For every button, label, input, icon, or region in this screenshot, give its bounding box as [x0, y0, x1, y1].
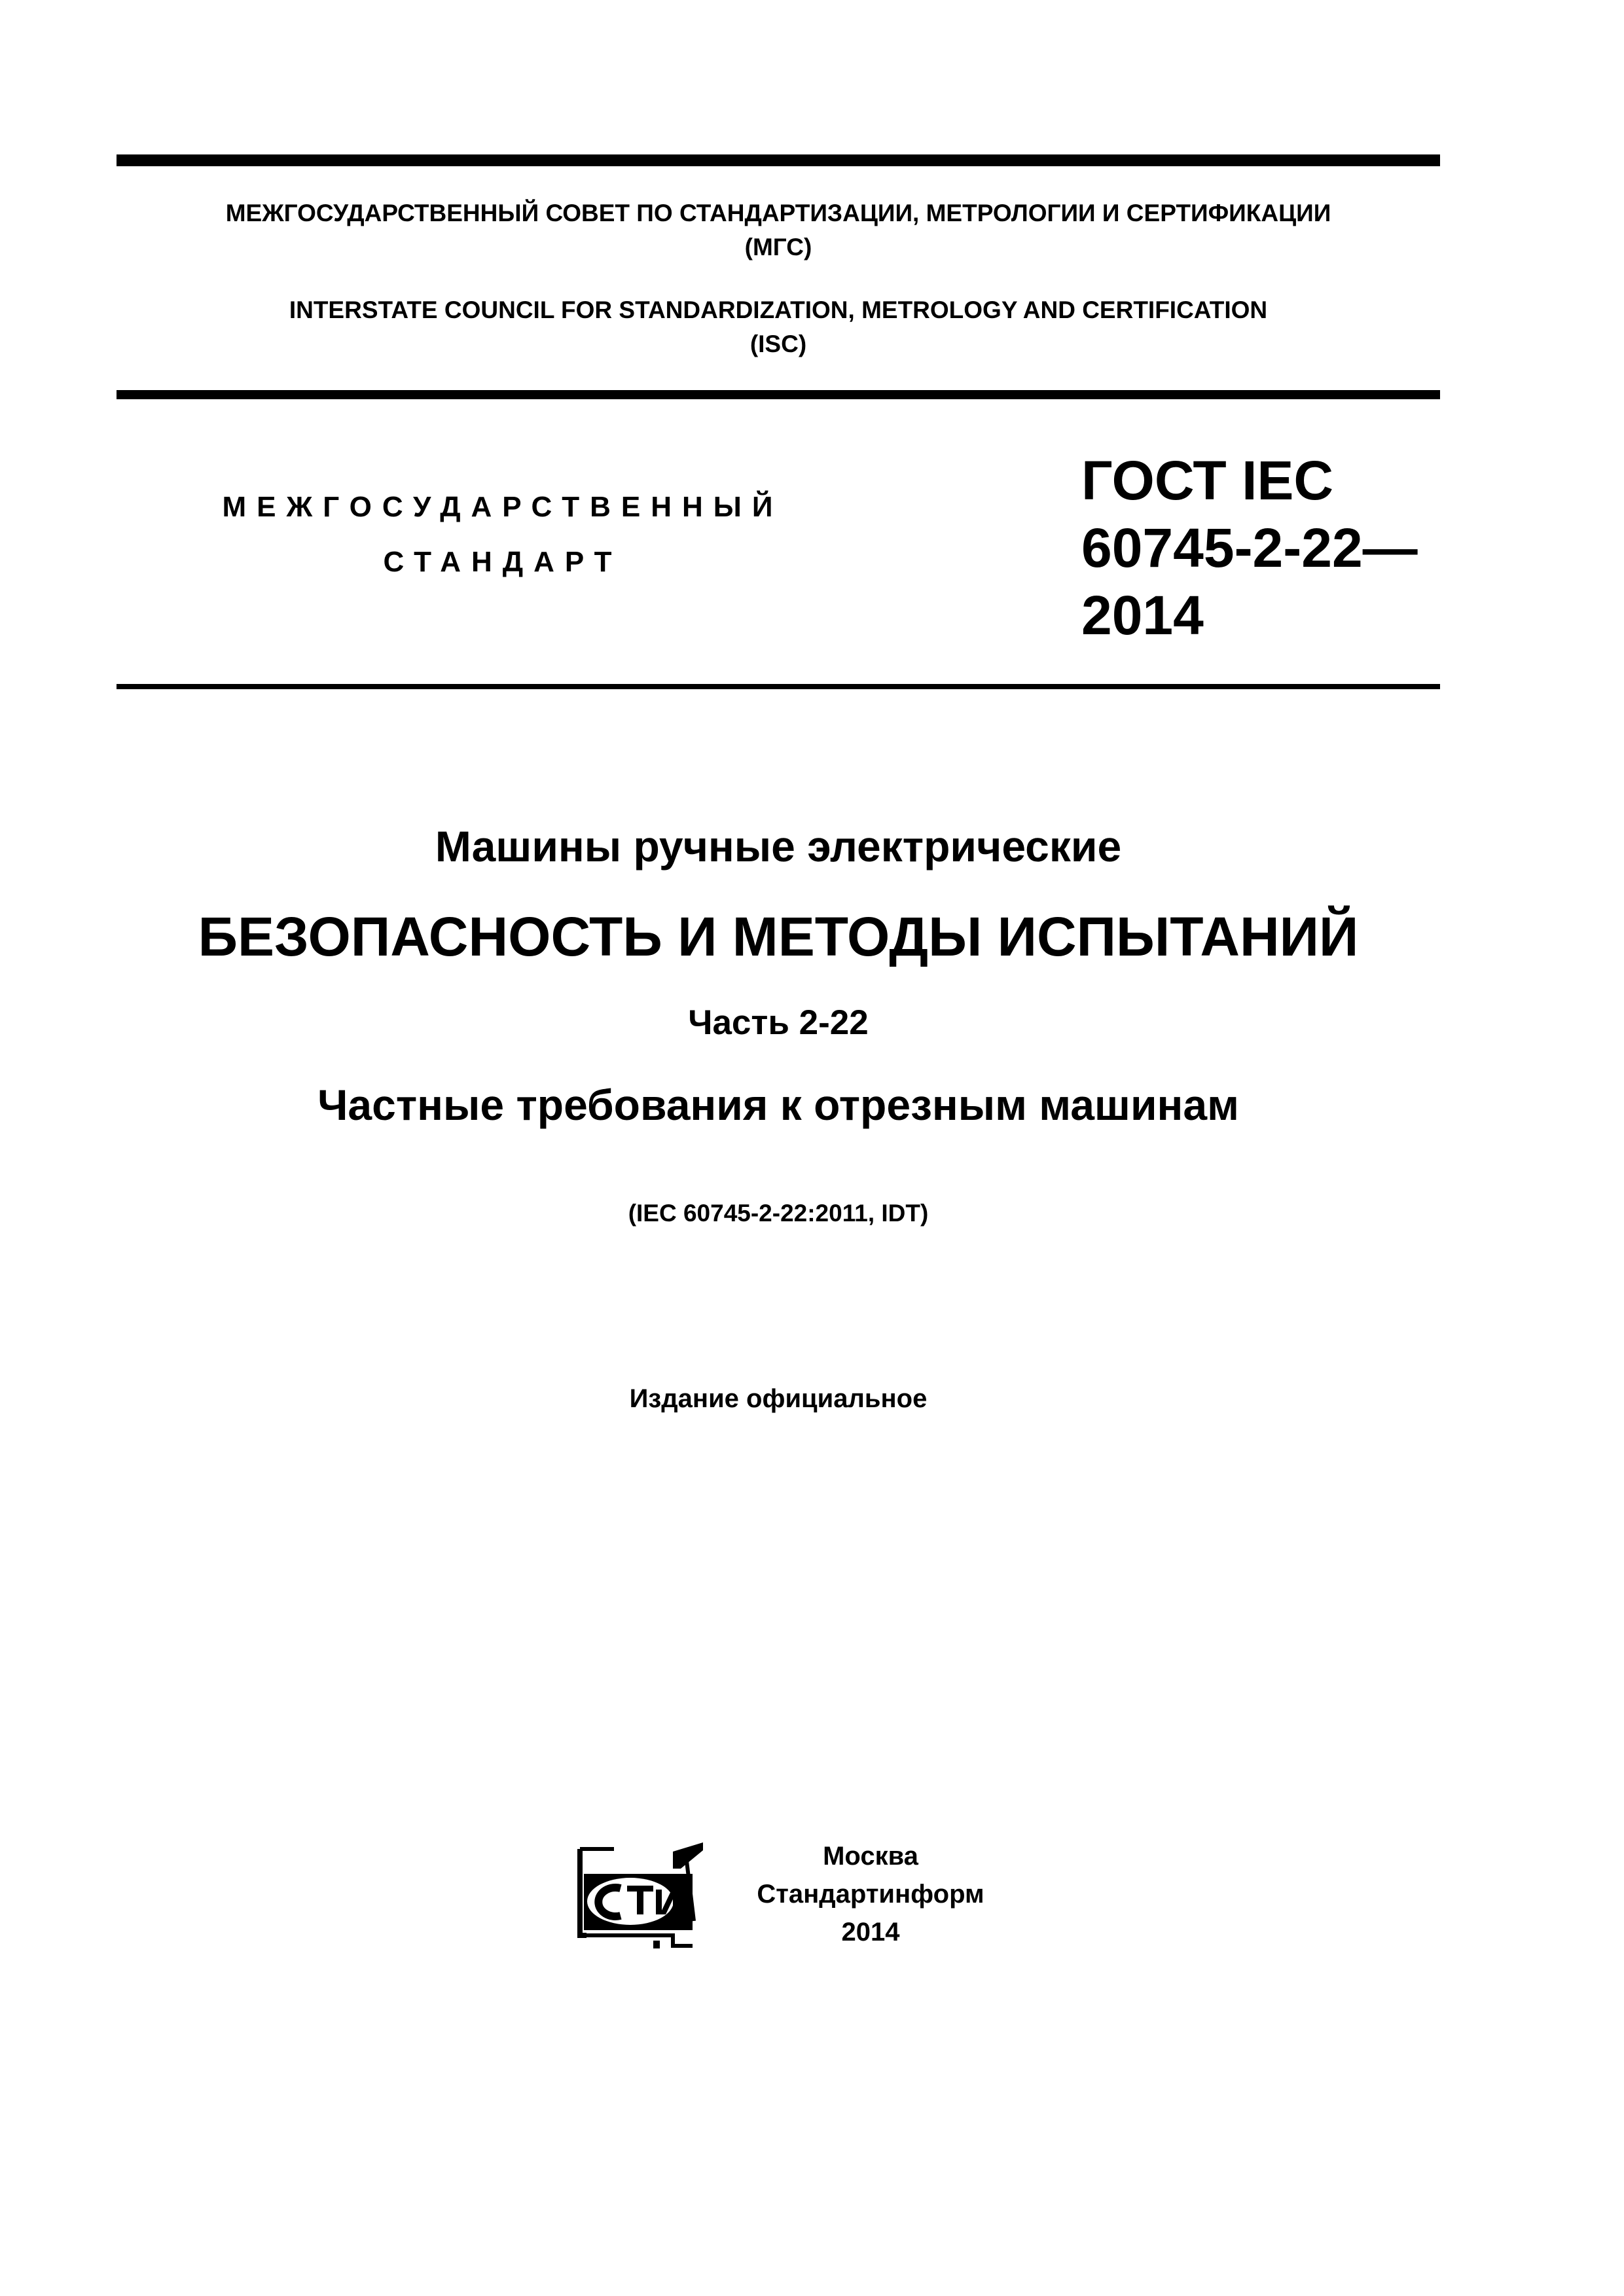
council-en-line1: INTERSTATE COUNCIL FOR STANDARDIZATION, METROLOGY AND CERTIFICATION: [289, 296, 1268, 323]
council-ru-line1: МЕЖГОСУДАРСТВЕННЫЙ СОВЕТ ПО СТАНДАРТИЗАЦИИ, МЕТРОЛОГИИ И СЕРТИФИКАЦИИ: [225, 200, 1331, 226]
council-en-line2: (ISC): [749, 331, 807, 357]
title-line1: Машины ручные электрические: [435, 822, 1122, 870]
council-bottom-rule: [117, 390, 1440, 399]
title-line2: БЕЗОПАСНОСТЬ И МЕТОДЫ ИСПЫТАНИЙ: [198, 906, 1359, 967]
designation-line2: 60745-2-22—: [1081, 517, 1418, 579]
title-part: Часть 2-22: [688, 1003, 869, 1042]
publisher-city: Москва: [823, 1842, 918, 1871]
title-identity: (IEC 60745-2-22:2011, IDT): [628, 1200, 929, 1227]
title-subtitle: Частные требования к отрезным машинам: [317, 1081, 1239, 1129]
publisher-year: 2014: [841, 1918, 900, 1946]
designation-line1: ГОСТ IEC: [1081, 450, 1334, 511]
standard-type-line1: МЕЖГОСУДАРСТВЕННЫЙ: [222, 491, 784, 523]
top-rule: [117, 154, 1440, 166]
publisher-name: Стандартинформ: [757, 1880, 984, 1909]
designation-bottom-rule: [117, 684, 1440, 689]
council-ru-line2: (МГС): [744, 234, 812, 260]
designation-line3: 2014: [1081, 584, 1204, 646]
edition-label: Издание официальное: [629, 1384, 928, 1413]
standartinform-logo-icon: [575, 1842, 703, 1950]
standard-type-line2: СТАНДАРТ: [383, 546, 623, 578]
